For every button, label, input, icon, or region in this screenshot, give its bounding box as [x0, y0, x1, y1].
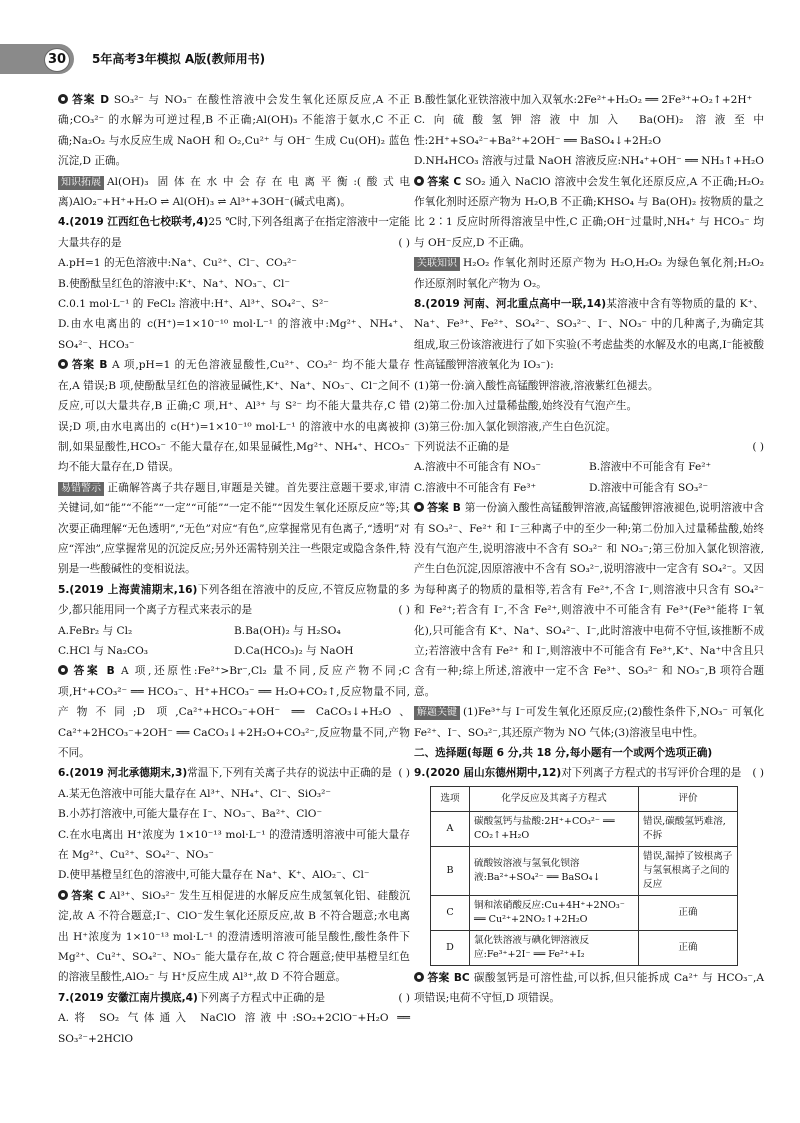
note-text: H₂O₂ 作氧化剂时还原产物为 H₂O,H₂O₂ 为绿色氧化剂;H₂O₂ 作还原剂时氧化产物为 O₂。 — [414, 257, 764, 290]
answer-block — [58, 886, 410, 988]
table-cell-evaluation: 错误,漏掉了铵根离子与氢氧根离子之间的反应 — [639, 846, 738, 895]
answer-icon — [414, 502, 424, 512]
note-text: (1)Fe³⁺与 I⁻可发生氧化还原反应;(2)酸性条件下,NO₃⁻ 可氧化 Fe²⁺、I⁻、SO₃²⁻,其还原产物为 NO 气体;(3)溶液呈电中性。 — [414, 706, 764, 739]
table-cell-evaluation: 正确 — [639, 895, 738, 930]
option: A.将 SO₂ 气体通入 NaClO 溶液中:SO₂+2ClO⁻+H₂O ══ SO₃²⁻+2HClO — [58, 1012, 410, 1045]
option: A.某无色溶液中可能大量存在 Al³⁺、NH₄⁺、Cl⁻、SiO₃²⁻ — [58, 787, 332, 800]
answer-bracket: ( ) — [398, 991, 410, 1004]
table-cell-option: A — [431, 811, 470, 846]
option: C.HCl 与 Na₂CO₃ — [58, 644, 149, 657]
page-number: 30 — [44, 48, 70, 72]
question-source: 4.(2019 江西红色七校联考,4) — [58, 216, 209, 229]
option: D.由水电离出的 c(H⁺)=1×10⁻¹⁰ mol·L⁻¹ 的溶液中:Mg²⁺、NH₄⁺、SO₄²⁻、HCO₃⁻ — [58, 318, 410, 351]
note-tag: 关联知识 — [414, 257, 460, 271]
option: C.在水电离出 H⁺浓度为 1×10⁻¹³ mol·L⁻¹ 的澄清透明溶液中可能大量存在 Mg²⁺、Cu²⁺、SO₄²⁻、NO₃⁻ — [58, 828, 410, 862]
answer-icon — [58, 94, 68, 104]
answer-block — [414, 498, 764, 702]
table-cell-option: C — [431, 895, 470, 930]
answer-icon — [414, 176, 424, 186]
table-cell-evaluation: 错误,碳酸氢钙难溶,不拆 — [639, 811, 738, 846]
note-tag: 知识拓展 — [58, 176, 104, 190]
answer-bracket: ( ) — [752, 440, 764, 453]
answer-label: 答案 B — [427, 502, 465, 515]
section-heading: 二、选择题(每题 6 分,共 18 分,每小题有一个或两个选项正确) — [414, 747, 713, 759]
table-row — [431, 930, 738, 965]
question-source: 5.(2019 上海黄浦期末,16) — [58, 583, 198, 596]
table-row — [431, 895, 738, 930]
note-block — [58, 478, 410, 580]
question — [58, 212, 410, 253]
question-source: 8.(2019 河南、河北重点高中一联,14) — [414, 298, 607, 311]
option: C.溶液中不可能含有 Fe³⁺ — [414, 481, 537, 494]
question — [58, 580, 410, 621]
option: B.小苏打溶液中,可能大量存在 I⁻、NO₃⁻、Ba²⁺、ClO⁻ — [58, 808, 323, 821]
option: B.使酚酞呈红色的溶液中:K⁺、Na⁺、NO₃⁻、Cl⁻ — [58, 277, 291, 290]
note-tag: 易错警示 — [58, 482, 104, 496]
answer-label: 答案 B — [71, 359, 113, 372]
answer-label: 答案 B — [71, 665, 122, 678]
question-source: 7.(2019 安徽江南片摸底,4) — [58, 991, 198, 1004]
book-title: 5年高考3年模拟 A版(教师用书) — [92, 52, 266, 66]
note-tag: 解题关键 — [414, 706, 460, 720]
option: A.溶液中不可能含有 NO₃⁻ — [414, 461, 541, 474]
table-header-row — [431, 786, 738, 811]
left-column — [58, 90, 410, 1049]
question-stem: 下列各组在溶液中的反应,不管反应物量的多少,都只能用同一个离子方程式来表示的是 — [58, 583, 410, 617]
answer-block — [58, 355, 410, 477]
option-pair — [414, 457, 764, 477]
question-source: 6.(2019 河北承德期末,3) — [58, 767, 188, 780]
answer-icon — [414, 972, 424, 982]
answer-block — [414, 172, 764, 254]
table-header-cell: 化学反应及其离子方程式 — [470, 786, 639, 811]
question-stem: 下列离子方程式中正确的是 — [197, 991, 325, 1004]
option: B.Ba(OH)₂ 与 H₂SO₄ — [234, 624, 341, 637]
question — [58, 988, 410, 1008]
answer-label: 答案 C — [71, 889, 110, 902]
answer-text: 碳酸氢钙是可溶性盐,可以拆,但只能拆成 Ca²⁺ 与 HCO₃⁻,A 项错误;电荷不守恒,D 项错误。 — [414, 971, 764, 1005]
option: C.0.1 mol·L⁻¹ 的 FeCl₂ 溶液中:H⁺、Al³⁺、SO₄²⁻、S²⁻ — [58, 298, 329, 311]
option: (1)第一份:滴入酸性高锰酸钾溶液,溶液紫红色褪去。 — [414, 379, 659, 392]
table-cell-option: B — [431, 846, 470, 895]
evaluation-table — [430, 786, 738, 966]
option: A.FeBr₂ 与 Cl₂ — [58, 624, 133, 637]
answer-label: 答案 C — [427, 175, 466, 188]
answer-text: SO₂ 通入 NaClO 溶液中会发生氧化还原反应,A 不正确;H₂O₂ 作氧化剂时还原产物为 H₂O,B 不正确;KHSO₄ 与 Ba(OH)₂ 按物质的量之比 2∶1 反应时所得溶液呈中性,C 正确;OH⁻过量时,NH₄⁺ 与 HCO₃⁻ 均与 OH⁻反应,D 不正确。 — [414, 175, 764, 249]
option-pair — [414, 478, 764, 498]
option — [414, 437, 764, 457]
table-row — [431, 846, 738, 895]
answer-bracket: ( ) — [398, 767, 410, 780]
option: D.溶液中可能含有 SO₃²⁻ — [589, 481, 709, 494]
table-header-cell: 选项 — [431, 786, 470, 811]
option: B.溶液中不可能含有 Fe²⁺ — [589, 461, 712, 474]
table-cell-evaluation: 正确 — [639, 930, 738, 965]
option-text: 下列说法不正确的是 — [414, 440, 510, 453]
question — [414, 763, 764, 783]
note-text: Al(OH)₃ 固体在水中会存在电离平衡:(酸式电离)AlO₂⁻+H⁺+H₂O ⇌ Al(OH)₃ ⇌ Al³⁺+3OH⁻(碱式电离)。 — [58, 175, 410, 209]
option: C.向硫酸氢钾溶液中加入 Ba(OH)₂ 溶液至中性:2H⁺+SO₄²⁻+Ba²⁺+2OH⁻ ══ BaSO₄↓+2H₂O — [414, 114, 764, 147]
answer-label: 答案 BC — [427, 971, 474, 984]
option: (3)第三份:加入氯化钡溶液,产生白色沉淀。 — [414, 420, 617, 433]
answer-bracket: ( ) — [398, 236, 410, 249]
option: B.酸性氯化亚铁溶液中加入双氧水:2Fe²⁺+H₂O₂ ══ 2Fe³⁺+O₂↑+2H⁺ — [414, 94, 753, 106]
table-cell-equation: 氯化铁溶液与碘化钾溶液反应:Fe³⁺+2I⁻ ══ Fe²⁺+I₂ — [470, 930, 639, 965]
answer-block — [58, 661, 410, 763]
question-stem: 对下列离子方程式的书写评价合理的是 — [561, 767, 742, 780]
table-cell-option: D — [431, 930, 470, 965]
option: D.NH₄HCO₃ 溶液与过量 NaOH 溶液反应:NH₄⁺+OH⁻ ══ NH₃↑+H₂O — [414, 155, 764, 168]
answer-icon — [58, 890, 68, 900]
table-row — [431, 811, 738, 846]
note-block — [414, 702, 764, 743]
question-stem: 25 ℃时,下列各组离子在指定溶液中一定能大量共存的是 — [58, 216, 410, 249]
answer-text: SO₃²⁻ 与 NO₃⁻ 在酸性溶液中会发生氧化还原反应,A 不正确;CO₃²⁻ 的水解为可逆过程,B 不正确;Al(OH)₃ 不能溶于氨水,C 不正确;Na₂O₂ 与水反应生成 NaOH 和 O₂,Cu²⁺ 与 OH⁻ 生成 Cu(OH)₂ 蓝色沉淀,D 正确。 — [58, 94, 411, 168]
question-source: 9.(2020 届山东德州期中,12) — [414, 767, 562, 780]
question — [58, 763, 410, 783]
option-pair — [58, 641, 410, 661]
note-block — [58, 172, 410, 213]
answer-block — [414, 968, 764, 1009]
question-stem: 某溶液中含有等物质的量的 K⁺、Na⁺、Fe³⁺、Fe²⁺、SO₄²⁻、SO₃²⁻、I⁻、NO₃⁻ 中的几种离子,为确定其组成,取三份该溶液进行了如下实验(不考虑盐类的水解及水的电离,I⁻能被酸性高锰酸钾溶液氧化为 IO₃⁻): — [414, 298, 764, 372]
answer-bracket: ( ) — [752, 767, 764, 780]
note-text: 正确解答离子共存题目,审题是关键。首先要注意题干要求,审清关键词,如“能”“不能”“一定”“可能”“一定不能”“因发生氧化还原反应”等;其次要正确理解“无色透明”,“无色”对应“有色”,应掌握常见有色离子,“透明”对应“浑浊”,应掌握常见的沉淀反应;另外还需特别关注一些限定或隐含条件,特别是一些酸碱性的变相说法。 — [58, 481, 410, 576]
answer-text: A 项,pH=1 的无色溶液显酸性,Cu²⁺、CO₃²⁻ 均不能大量存在,A 错误;B 项,使酚酞呈红色的溶液显碱性,K⁺、Na⁺、NO₃⁻、Cl⁻之间不反应,可以大量共存,B 正确;C 项,H⁺、Al³⁺ 与 S²⁻ 均不能大量共存,C 错误;D 项,由水电离出的 c(H⁺)=1×10⁻¹⁰ mol·L⁻¹ 的溶液中水的电离被抑制,如果显酸性,HCO₃⁻ 不能大量存在,如果显碱性,Mg²⁺、NH₄⁺、HCO₃⁻ 均不能大量存在,D 错误。 — [58, 359, 410, 474]
question-stem: 常温下,下列有关离子共存的说法中正确的是 — [187, 767, 392, 780]
note-block — [414, 253, 764, 294]
answer-icon — [58, 359, 68, 369]
answer-text: A 项,还原性:Fe²⁺>Br⁻,Cl₂ 量不同,反应产物不同;C 项,H⁺+CO₃²⁻ ══ HCO₃⁻、H⁺+HCO₃⁻ ══ H₂O+CO₂↑,反应物量不同,产物不同;D 项,Ca²⁺+HCO₃⁻+OH⁻ ══ CaCO₃↓+H₂O、Ca²⁺+2HCO₃⁻+2OH⁻ ══ CaCO₃↓+2H₂O+CO₃²⁻,反应物量不同,产物不同。 — [58, 665, 410, 759]
table-header-cell: 评价 — [639, 786, 738, 811]
answer-label: 答案 D — [71, 94, 114, 106]
table-cell-equation: 硫酸铵溶液与氢氧化钡溶液:Ba²⁺+SO₄²⁻ ══ BaSO₄↓ — [470, 846, 639, 895]
option: D.使甲基橙呈红色的溶液中,可能大量存在 Na⁺、K⁺、AlO₂⁻、Cl⁻ — [58, 869, 370, 882]
option: D.Ca(HCO₃)₂ 与 NaOH — [234, 644, 354, 657]
option: A.pH=1 的无色溶液中:Na⁺、Cu²⁺、Cl⁻、CO₃²⁻ — [58, 257, 297, 270]
table-cell-equation: 铜和浓硝酸反应:Cu+4H⁺+2NO₃⁻ ══ Cu²⁺+2NO₂↑+2H₂O — [470, 895, 639, 930]
option-pair — [58, 621, 410, 641]
answer-text: Al³⁺、SiO₃²⁻ 发生互相促进的水解反应生成氢氧化铝、硅酸沉淀,故 A 不符合题意;I⁻、ClO⁻发生氧化还原反应,故 B 不符合题意;水电离出 H⁺浓度为 1×10⁻¹³ mol·L⁻¹ 的澄清透明溶液可能呈酸性,酸性条件下 Mg²⁺、Cu²⁺、SO₄²⁻、NO₃⁻ 能大量存在,故 C 符合题意;使甲基橙呈红色的溶液呈酸性,AlO₂⁻ 与 H⁺反应生成 Al³⁺,故 D 不符合题意。 — [58, 889, 410, 984]
answer-bracket: ( ) — [398, 604, 410, 617]
answer-text: 第一份滴入酸性高锰酸钾溶液,高锰酸钾溶液褪色,说明溶液中含有 SO₃²⁻、Fe²⁺ 和 I⁻三种离子中的至少一种;第二份加入过量稀盐酸,始终没有气泡产生,说明溶液中不含有 SO₃²⁻ 和 NO₃⁻;第三份加入氯化钡溶液,产生白色沉淀,因原溶液中不含有 SO₃²⁻,说明溶液中一定含有 SO₄²⁻。又因为每种离子的物质的量相等,若含有 Fe²⁺,不含 I⁻,则溶液中只含有 SO₄²⁻ 和 Fe²⁺;若含有 I⁻,不含 Fe²⁺,则溶液中不可能含有 Fe³⁺(Fe³⁺能将 I⁻氧化),只可能含有 K⁺、Na⁺、SO₄²⁻、I⁻,此时溶液中电荷不守恒,该推断不成立;若溶液中含有 Fe²⁺ 和 I⁻,则溶液中不可能含有 Fe³⁺,K⁺、Na⁺中含且只含有一种;综上所述,溶液中一定不含 Fe³⁺、SO₃²⁻ 和 NO₃⁻,B 项符合题意。 — [414, 502, 765, 698]
right-column — [414, 90, 764, 1009]
answer-block — [58, 90, 410, 172]
table-cell-equation: 碳酸氢钙与盐酸:2H⁺+CO₃²⁻ ══ CO₂↑+H₂O — [470, 811, 639, 846]
page-header — [0, 44, 800, 74]
answer-icon — [58, 665, 68, 675]
question — [414, 294, 764, 376]
option: (2)第二份:加入过量稀盐酸,始终没有气泡产生。 — [414, 400, 638, 413]
